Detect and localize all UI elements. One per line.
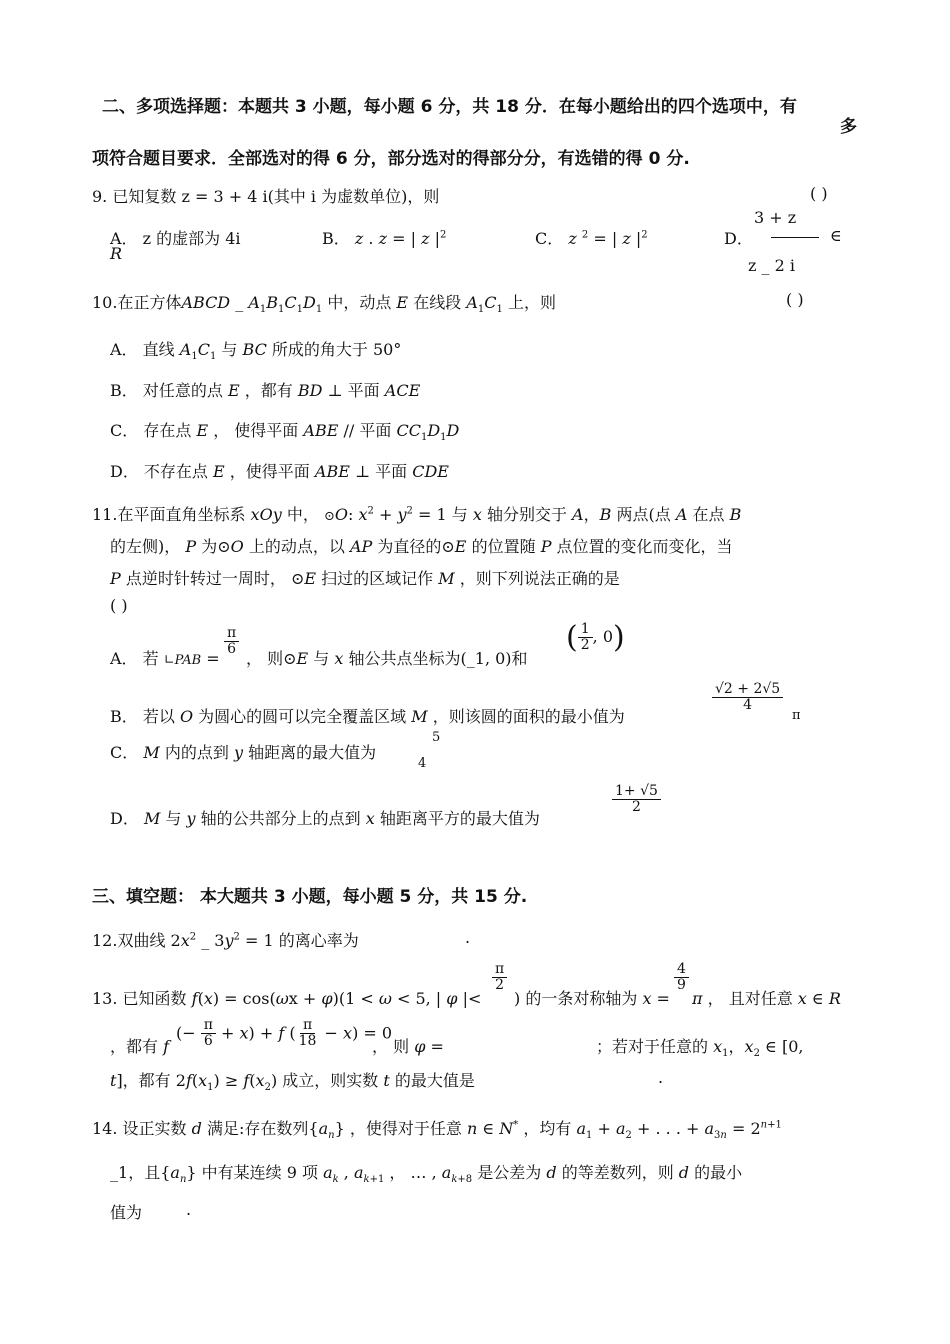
q11-option-c: C． M 内的点到 y 轴距离的最大值为 (110, 743, 377, 762)
q12-end: . (465, 928, 471, 947)
q9-option-a-cont: R (110, 244, 123, 263)
q13-line2-a: ，都有 f (110, 1037, 170, 1056)
q10-option-d: D． 不存在点 E ，使得平面 ABE ⊥ 平面 CDE (110, 462, 449, 481)
q14-line2: _1，且$\{a_n\}$ 中有某连续 9 项 $a_k$ , $a_{k+1}$ ， … , $a_{k+8}$ 是公差为 d 的等差数列，则 d 的最小 (110, 1163, 743, 1186)
q9-option-c: C． z $^2$ = | z $|^2$ (535, 229, 648, 248)
q9-option-d-label: D． (724, 229, 753, 248)
q14-line1: 14. 设正实数 d 满足:存在数列$\{a_n\}$ ，使得对于任意 n ∈ N* ，均有 $a_1 + a_2$ + . . . + $a_{3n} = 2^{n+1}$ (92, 1119, 782, 1142)
q11-line2: 的左侧)， P 为⊙O 上的动点，以 AP 为直径的⊙E 的位置随 P 点位置的变化而变化，当 (110, 537, 733, 556)
q13-end: . (658, 1068, 664, 1087)
q13-line1: 13. 已知函数 f(x) = cos(ωx + φ)(1 < ω < 5, | φ |< (92, 989, 482, 1008)
section2-heading-tail: 多 (840, 117, 857, 137)
q9-option-d-denominator: z _ 2 i (748, 256, 795, 275)
q11-option-b-fraction: $\frac{√2 + 2√5}{4}$ (712, 682, 783, 714)
q10-answer-paren: ( ) (786, 290, 804, 309)
q11-option-c-num: 5 (432, 730, 441, 745)
q10-option-c: C． 存在点 E ， 使得平面 ABE // 平面 $CC_1D_1D$ (110, 421, 460, 444)
q13-phi-bound-frac: $\frac{\pi}{2}$ (492, 962, 507, 994)
q14-line3: 值为 (110, 1203, 143, 1222)
q13-line1-mid: ) 的一条对称轴为 x = (514, 989, 670, 1008)
q11-line3: P 点逆时针转过一周时， ⊙E 扫过的区域记作 M ，则下列说法正确的是 (110, 569, 620, 588)
q11-answer-paren: ( ) (110, 596, 128, 615)
q11-option-b-pi: π (792, 708, 801, 723)
q9-option-d-tail: ∈ (830, 226, 842, 245)
q11-option-d-fraction: $\frac{1+ √5}{2}$ (612, 784, 661, 816)
q11-option-a-point2: ( $\frac{1}{2}$ , 0) (566, 620, 625, 655)
q9-option-b: B． z . z = | z $|^2$ (322, 229, 447, 248)
q10-option-a: A． 直线 $A_1C_1$ 与 BC 所成的角大于 50° (110, 340, 402, 363)
q13-axis-frac: $\frac{4}{9}$ (674, 962, 689, 994)
q13-line3: t]，都有 $2f(x_1) \ge f(x_2)$ 成立，则实数 t 的最大值是 (110, 1071, 475, 1094)
q9-option-d-fraction-bar (771, 237, 819, 238)
q11-line1: 11.在平面直角坐标系 xOy 中， ⊙O: $x^2 + y^2 = 1$ 与 x 轴分别交于 A，B 两点(点 A 在点 B (92, 505, 742, 524)
q13-line2-c: ；若对于任意的 $x_1$，$x_2$ ∈ [0, (596, 1037, 804, 1060)
q9-answer-paren: ( ) (810, 184, 828, 203)
q12-text: 12.双曲线 $2x^2$ _ $3y^2 = 1$ 的离心率为 (92, 931, 359, 950)
q11-option-a: A． 若 ∟PAB = (110, 649, 220, 668)
q13-line2-f1: (− $\frac{\pi}{6}$ + x) + f ( $\frac{\pi}{18}$ − x) = 0 (176, 1017, 393, 1050)
q13-line1-tail: π ， 且对任意 x ∈ R (692, 989, 841, 1008)
q11-option-c-den: 4 (418, 756, 427, 771)
q13-line2-b: ， 则 φ = (372, 1037, 444, 1056)
q10-option-b: B． 对任意的点 E ，都有 BD ⊥ 平面 ACE (110, 381, 421, 400)
q10-stem: 10.在正方体ABCD _ $A_1B_1C_1D_1$ 中，动点 E 在线段 $A_1C_1$ 上，则 (92, 293, 556, 316)
q9-option-d-numerator: 3 + z (754, 208, 797, 227)
q11-option-d: D． M 与 y 轴的公共部分上的点到 x 轴距离平方的最大值为 (110, 809, 540, 828)
section2-heading-line2: 项符合题目要求．全部选对的得 6 分，部分选对的得部分分，有选错的得 0 分. (92, 149, 690, 169)
section2-heading-line1: 二、多项选择题：本题共 3 小题，每小题 6 分，共 18 分．在每小题给出的四个选项中，有 (102, 97, 797, 117)
q14-end: . (186, 1200, 192, 1219)
q9-option-a: A． z 的虚部为 4i (110, 229, 241, 248)
q11-option-a-angle-frac: $\frac{\pi}{6}$ (224, 626, 239, 658)
q11-option-b: B． 若以 O 为圆心的圆可以完全覆盖区域 M ，则该圆的面积的最小值为 (110, 707, 625, 726)
section3-heading: 三、填空题： 本大题共 3 小题，每小题 5 分，共 15 分. (92, 887, 528, 907)
q9-stem: 9. 已知复数 z = 3 + 4 i(其中 i 为虚数单位)，则 (92, 187, 440, 206)
q11-option-a-rest: ， 则⊙E 与 x 轴公共点坐标为(_1, 0)和 (246, 649, 528, 668)
